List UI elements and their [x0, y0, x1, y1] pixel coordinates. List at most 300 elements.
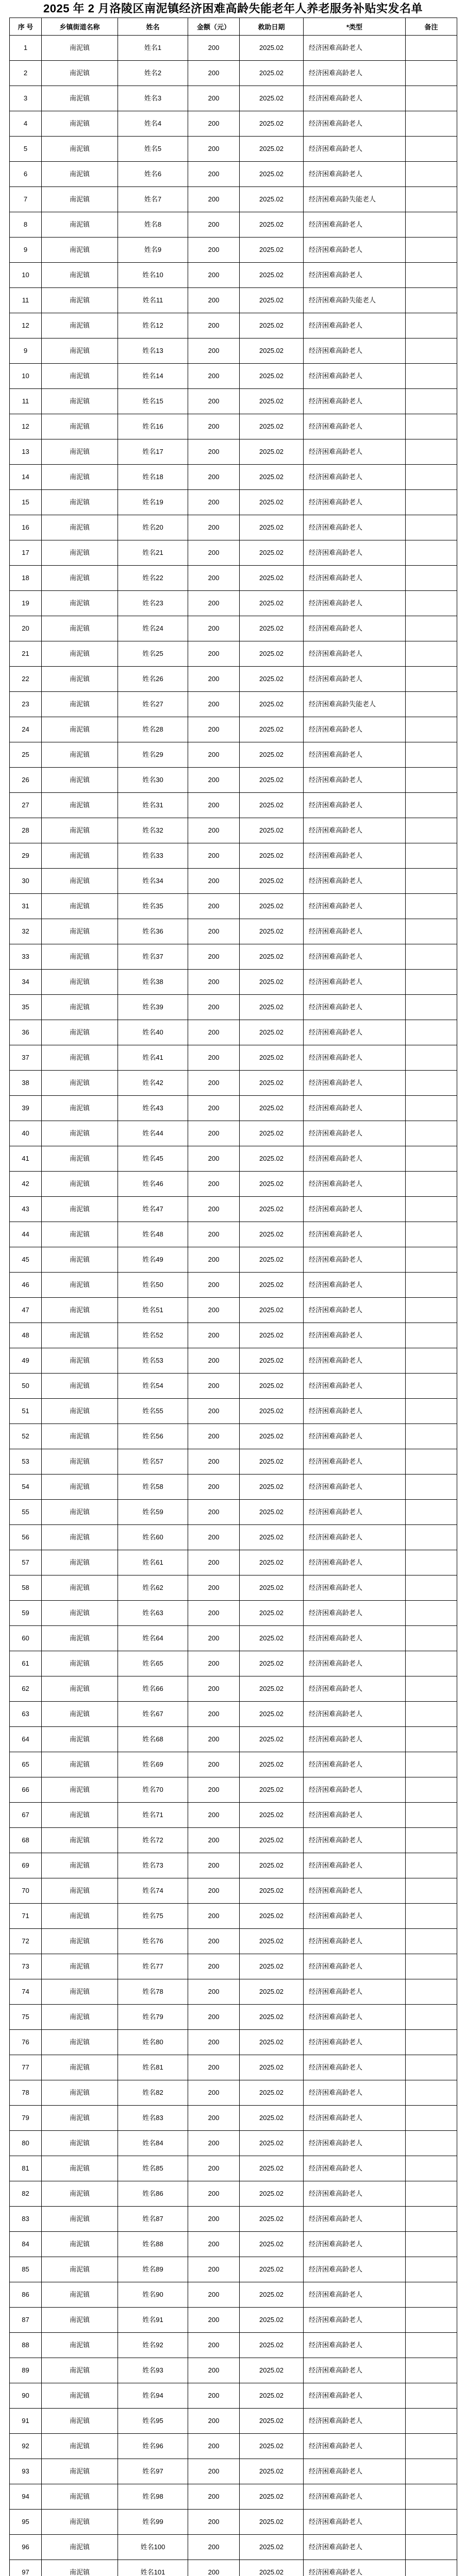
cell-seq: 24	[10, 717, 42, 742]
cell-type: 经济困难高龄老人	[304, 1702, 406, 1727]
cell-amount: 200	[188, 1247, 240, 1273]
cell-amount: 200	[188, 894, 240, 919]
cell-amount: 200	[188, 1803, 240, 1828]
cell-seq: 51	[10, 1399, 42, 1424]
cell-seq: 36	[10, 1020, 42, 1045]
cell-amount: 200	[188, 338, 240, 364]
table-row	[10, 1197, 457, 1222]
cell-note	[406, 793, 457, 818]
cell-type: 经济困难高龄老人	[304, 1550, 406, 1575]
cell-note	[406, 1475, 457, 1500]
cell-amount: 200	[188, 1853, 240, 1878]
table-header	[10, 18, 457, 36]
table-row	[10, 1500, 457, 1525]
cell-amount: 200	[188, 2257, 240, 2282]
cell-amount: 200	[188, 2308, 240, 2333]
table-row	[10, 2333, 457, 2358]
cell-note	[406, 692, 457, 717]
cell-note	[406, 490, 457, 515]
cell-town: 南泥镇	[42, 2207, 118, 2232]
cell-date: 2025.02	[240, 212, 304, 238]
table-row	[10, 2055, 457, 2080]
cell-date: 2025.02	[240, 2005, 304, 2030]
cell-amount: 200	[188, 641, 240, 667]
cell-note	[406, 2257, 457, 2282]
cell-amount: 200	[188, 1525, 240, 1550]
cell-date: 2025.02	[240, 2459, 304, 2484]
cell-note	[406, 1172, 457, 1197]
cell-note	[406, 86, 457, 111]
cell-type: 经济困难高龄老人	[304, 2308, 406, 2333]
cell-name: 姓名76	[118, 1929, 188, 1954]
cell-seq: 11	[10, 389, 42, 414]
cell-amount: 200	[188, 2156, 240, 2181]
cell-amount: 200	[188, 2510, 240, 2535]
cell-type: 经济困难高龄老人	[304, 616, 406, 641]
cell-seq: 55	[10, 1500, 42, 1525]
cell-note	[406, 1146, 457, 1172]
cell-note	[406, 1121, 457, 1146]
cell-note	[406, 111, 457, 137]
cell-type: 经济困难高龄老人	[304, 1247, 406, 1273]
cell-amount: 200	[188, 1399, 240, 1424]
cell-note	[406, 2383, 457, 2409]
cell-seq: 34	[10, 970, 42, 995]
cell-name: 姓名98	[118, 2484, 188, 2510]
table-row	[10, 2535, 457, 2560]
cell-type: 经济困难高龄老人	[304, 1475, 406, 1500]
cell-type: 经济困难高龄老人	[304, 313, 406, 338]
cell-date: 2025.02	[240, 238, 304, 263]
cell-note	[406, 1374, 457, 1399]
cell-type: 经济困难高龄老人	[304, 1979, 406, 2005]
cell-town: 南泥镇	[42, 2080, 118, 2106]
cell-seq: 32	[10, 919, 42, 944]
cell-town: 南泥镇	[42, 2106, 118, 2131]
cell-type: 经济困难高龄老人	[304, 793, 406, 818]
cell-seq: 12	[10, 313, 42, 338]
cell-note	[406, 389, 457, 414]
cell-name: 姓名72	[118, 1828, 188, 1853]
cell-amount: 200	[188, 2560, 240, 2576]
cell-type: 经济困难高龄老人	[304, 1096, 406, 1121]
cell-date: 2025.02	[240, 1045, 304, 1071]
cell-name: 姓名5	[118, 137, 188, 162]
cell-date: 2025.02	[240, 2434, 304, 2459]
cell-seq: 48	[10, 1323, 42, 1348]
cell-date: 2025.02	[240, 1676, 304, 1702]
cell-seq: 21	[10, 641, 42, 667]
cell-note	[406, 717, 457, 742]
cell-note	[406, 2005, 457, 2030]
cell-seq: 44	[10, 1222, 42, 1247]
cell-seq: 43	[10, 1197, 42, 1222]
cell-name: 姓名88	[118, 2232, 188, 2257]
cell-amount: 200	[188, 2409, 240, 2434]
cell-amount: 200	[188, 667, 240, 692]
cell-note	[406, 894, 457, 919]
cell-amount: 200	[188, 995, 240, 1020]
cell-seq: 8	[10, 212, 42, 238]
cell-note	[406, 2535, 457, 2560]
table-row	[10, 2282, 457, 2308]
cell-name: 姓名11	[118, 288, 188, 313]
cell-note	[406, 515, 457, 540]
cell-seq: 6	[10, 162, 42, 187]
cell-amount: 200	[188, 2232, 240, 2257]
cell-town: 南泥镇	[42, 1525, 118, 1550]
cell-note	[406, 2409, 457, 2434]
cell-date: 2025.02	[240, 2358, 304, 2383]
cell-note	[406, 944, 457, 970]
cell-note	[406, 2560, 457, 2576]
cell-town: 南泥镇	[42, 818, 118, 843]
cell-name: 姓名21	[118, 540, 188, 566]
cell-date: 2025.02	[240, 1853, 304, 1878]
cell-name: 姓名89	[118, 2257, 188, 2282]
cell-type: 经济困难高龄老人	[304, 944, 406, 970]
cell-note	[406, 1449, 457, 1475]
cell-date: 2025.02	[240, 61, 304, 86]
table-row	[10, 970, 457, 995]
cell-name: 姓名92	[118, 2333, 188, 2358]
cell-type: 经济困难高龄失能老人	[304, 288, 406, 313]
table-row	[10, 843, 457, 869]
cell-type: 经济困难高龄老人	[304, 717, 406, 742]
cell-seq: 45	[10, 1247, 42, 1273]
cell-note	[406, 995, 457, 1020]
cell-type: 经济困难高龄老人	[304, 162, 406, 187]
cell-note	[406, 1575, 457, 1601]
cell-date: 2025.02	[240, 1121, 304, 1146]
cell-note	[406, 1954, 457, 1979]
cell-date: 2025.02	[240, 1424, 304, 1449]
cell-name: 姓名84	[118, 2131, 188, 2156]
cell-town: 南泥镇	[42, 212, 118, 238]
cell-name: 姓名10	[118, 263, 188, 288]
cell-amount: 200	[188, 439, 240, 465]
cell-seq: 38	[10, 1071, 42, 1096]
cell-amount: 200	[188, 717, 240, 742]
cell-type: 经济困难高龄老人	[304, 1878, 406, 1904]
cell-amount: 200	[188, 2005, 240, 2030]
cell-seq: 62	[10, 1676, 42, 1702]
cell-note	[406, 591, 457, 616]
cell-name: 姓名70	[118, 1777, 188, 1803]
cell-seq: 22	[10, 667, 42, 692]
cell-seq: 58	[10, 1575, 42, 1601]
cell-town: 南泥镇	[42, 1146, 118, 1172]
table-row	[10, 1651, 457, 1676]
cell-name: 姓名59	[118, 1500, 188, 1525]
cell-name: 姓名82	[118, 2080, 188, 2106]
cell-town: 南泥镇	[42, 86, 118, 111]
cell-type: 经济困难高龄老人	[304, 1904, 406, 1929]
cell-type: 经济困难高龄老人	[304, 1273, 406, 1298]
cell-name: 姓名45	[118, 1146, 188, 1172]
cell-type: 经济困难高龄老人	[304, 641, 406, 667]
cell-seq: 60	[10, 1626, 42, 1651]
table-row	[10, 137, 457, 162]
cell-note	[406, 2459, 457, 2484]
cell-date: 2025.02	[240, 1752, 304, 1777]
cell-type: 经济困难高龄老人	[304, 1323, 406, 1348]
cell-date: 2025.02	[240, 1399, 304, 1424]
cell-note	[406, 1197, 457, 1222]
cell-name: 姓名16	[118, 414, 188, 439]
cell-note	[406, 1904, 457, 1929]
cell-note	[406, 970, 457, 995]
table-row	[10, 995, 457, 1020]
cell-date: 2025.02	[240, 1702, 304, 1727]
cell-town: 南泥镇	[42, 667, 118, 692]
cell-date: 2025.02	[240, 1197, 304, 1222]
cell-date: 2025.02	[240, 1475, 304, 1500]
cell-seq: 17	[10, 540, 42, 566]
cell-town: 南泥镇	[42, 1374, 118, 1399]
cell-amount: 200	[188, 1500, 240, 1525]
cell-name: 姓名97	[118, 2459, 188, 2484]
subsidy-roster-table	[9, 18, 457, 2576]
cell-town: 南泥镇	[42, 1449, 118, 1475]
cell-type: 经济困难高龄老人	[304, 1298, 406, 1323]
cell-name: 姓名32	[118, 818, 188, 843]
cell-type: 经济困难高龄老人	[304, 364, 406, 389]
cell-amount: 200	[188, 2333, 240, 2358]
cell-name: 姓名22	[118, 566, 188, 591]
cell-name: 姓名69	[118, 1752, 188, 1777]
cell-town: 南泥镇	[42, 2181, 118, 2207]
cell-date: 2025.02	[240, 2333, 304, 2358]
table-row	[10, 2257, 457, 2282]
cell-date: 2025.02	[240, 313, 304, 338]
table-row	[10, 1071, 457, 1096]
cell-seq: 20	[10, 616, 42, 641]
cell-date: 2025.02	[240, 1247, 304, 1273]
cell-amount: 200	[188, 389, 240, 414]
cell-name: 姓名91	[118, 2308, 188, 2333]
cell-name: 姓名66	[118, 1676, 188, 1702]
cell-amount: 200	[188, 1777, 240, 1803]
cell-date: 2025.02	[240, 86, 304, 111]
cell-name: 姓名40	[118, 1020, 188, 1045]
cell-date: 2025.02	[240, 1323, 304, 1348]
cell-name: 姓名56	[118, 1424, 188, 1449]
cell-amount: 200	[188, 1601, 240, 1626]
cell-name: 姓名23	[118, 591, 188, 616]
cell-amount: 200	[188, 970, 240, 995]
cell-amount: 200	[188, 742, 240, 768]
cell-name: 姓名52	[118, 1323, 188, 1348]
cell-date: 2025.02	[240, 187, 304, 212]
cell-note	[406, 1651, 457, 1676]
cell-note	[406, 1853, 457, 1878]
cell-type: 经济困难高龄老人	[304, 1348, 406, 1374]
cell-note	[406, 1222, 457, 1247]
cell-name: 姓名33	[118, 843, 188, 869]
cell-amount: 200	[188, 263, 240, 288]
cell-amount: 200	[188, 1954, 240, 1979]
cell-town: 南泥镇	[42, 869, 118, 894]
cell-type: 经济困难高龄老人	[304, 238, 406, 263]
cell-seq: 13	[10, 439, 42, 465]
table-row	[10, 692, 457, 717]
cell-date: 2025.02	[240, 338, 304, 364]
cell-type: 经济困难高龄老人	[304, 1500, 406, 1525]
cell-name: 姓名75	[118, 1904, 188, 1929]
roster-page	[9, 0, 457, 2576]
table-row	[10, 364, 457, 389]
cell-amount: 200	[188, 1449, 240, 1475]
cell-type: 经济困难高龄老人	[304, 465, 406, 490]
cell-name: 姓名65	[118, 1651, 188, 1676]
cell-town: 南泥镇	[42, 162, 118, 187]
table-row	[10, 1424, 457, 1449]
cell-amount: 200	[188, 2484, 240, 2510]
cell-name: 姓名12	[118, 313, 188, 338]
cell-town: 南泥镇	[42, 1273, 118, 1298]
table-row	[10, 1702, 457, 1727]
cell-town: 南泥镇	[42, 2409, 118, 2434]
cell-name: 姓名31	[118, 793, 188, 818]
cell-amount: 200	[188, 1626, 240, 1651]
cell-amount: 200	[188, 1702, 240, 1727]
cell-amount: 200	[188, 944, 240, 970]
cell-amount: 200	[188, 2080, 240, 2106]
cell-date: 2025.02	[240, 111, 304, 137]
cell-amount: 200	[188, 1020, 240, 1045]
cell-date: 2025.02	[240, 2383, 304, 2409]
cell-name: 姓名46	[118, 1172, 188, 1197]
cell-date: 2025.02	[240, 288, 304, 313]
cell-town: 南泥镇	[42, 238, 118, 263]
cell-date: 2025.02	[240, 919, 304, 944]
cell-town: 南泥镇	[42, 1828, 118, 1853]
cell-note	[406, 2232, 457, 2257]
cell-town: 南泥镇	[42, 641, 118, 667]
cell-amount: 200	[188, 768, 240, 793]
cell-name: 姓名73	[118, 1853, 188, 1878]
cell-type: 经济困难高龄老人	[304, 1626, 406, 1651]
cell-name: 姓名48	[118, 1222, 188, 1247]
cell-amount: 200	[188, 36, 240, 61]
cell-note	[406, 2131, 457, 2156]
cell-name: 姓名35	[118, 894, 188, 919]
cell-name: 姓名87	[118, 2207, 188, 2232]
cell-name: 姓名9	[118, 238, 188, 263]
page-title: 2025 年 2 月洛陵区南泥镇经济困难高龄失能老年人养老服务补贴实发名单	[43, 2, 423, 15]
cell-town: 南泥镇	[42, 566, 118, 591]
cell-date: 2025.02	[240, 1601, 304, 1626]
cell-date: 2025.02	[240, 768, 304, 793]
table-row	[10, 540, 457, 566]
cell-amount: 200	[188, 1096, 240, 1121]
cell-amount: 200	[188, 86, 240, 111]
cell-note	[406, 465, 457, 490]
cell-type: 经济困难高龄老人	[304, 843, 406, 869]
cell-name: 姓名93	[118, 2358, 188, 2383]
cell-town: 南泥镇	[42, 717, 118, 742]
cell-type: 经济困难高龄老人	[304, 36, 406, 61]
cell-type: 经济困难高龄老人	[304, 869, 406, 894]
table-row	[10, 1676, 457, 1702]
table-row	[10, 1172, 457, 1197]
cell-type: 经济困难高龄老人	[304, 2156, 406, 2181]
table-row	[10, 313, 457, 338]
cell-town: 南泥镇	[42, 1399, 118, 1424]
cell-seq: 77	[10, 2055, 42, 2080]
table-row	[10, 2510, 457, 2535]
cell-type: 经济困难高龄老人	[304, 338, 406, 364]
cell-amount: 200	[188, 2131, 240, 2156]
table-row	[10, 238, 457, 263]
cell-town: 南泥镇	[42, 439, 118, 465]
cell-date: 2025.02	[240, 1500, 304, 1525]
cell-date: 2025.02	[240, 1803, 304, 1828]
cell-seq: 7	[10, 187, 42, 212]
cell-name: 姓名50	[118, 1273, 188, 1298]
cell-date: 2025.02	[240, 566, 304, 591]
cell-seq: 54	[10, 1475, 42, 1500]
cell-town: 南泥镇	[42, 616, 118, 641]
cell-name: 姓名51	[118, 1298, 188, 1323]
table-row	[10, 742, 457, 768]
cell-town: 南泥镇	[42, 2131, 118, 2156]
cell-amount: 200	[188, 1475, 240, 1500]
cell-town: 南泥镇	[42, 2383, 118, 2409]
cell-town: 南泥镇	[42, 1197, 118, 1222]
table-row	[10, 2459, 457, 2484]
cell-town: 南泥镇	[42, 36, 118, 61]
cell-seq: 19	[10, 591, 42, 616]
cell-name: 姓名39	[118, 995, 188, 1020]
table-row	[10, 667, 457, 692]
table-row	[10, 1374, 457, 1399]
cell-type: 经济困难高龄老人	[304, 2333, 406, 2358]
cell-type: 经济困难高龄老人	[304, 2560, 406, 2576]
table-row	[10, 2005, 457, 2030]
cell-name: 姓名4	[118, 111, 188, 137]
cell-name: 姓名80	[118, 2030, 188, 2055]
cell-date: 2025.02	[240, 1348, 304, 1374]
table-row	[10, 1550, 457, 1575]
header-seq: 序 号	[10, 18, 42, 36]
cell-seq: 49	[10, 1348, 42, 1374]
cell-amount: 200	[188, 616, 240, 641]
cell-town: 南泥镇	[42, 111, 118, 137]
cell-amount: 200	[188, 1676, 240, 1702]
cell-note	[406, 137, 457, 162]
cell-town: 南泥镇	[42, 490, 118, 515]
cell-seq: 76	[10, 2030, 42, 2055]
cell-town: 南泥镇	[42, 894, 118, 919]
cell-seq: 97	[10, 2560, 42, 2576]
cell-amount: 200	[188, 2282, 240, 2308]
cell-date: 2025.02	[240, 692, 304, 717]
table-row	[10, 2383, 457, 2409]
cell-name: 姓名3	[118, 86, 188, 111]
cell-town: 南泥镇	[42, 919, 118, 944]
cell-name: 姓名95	[118, 2409, 188, 2434]
cell-name: 姓名20	[118, 515, 188, 540]
cell-type: 经济困难高龄老人	[304, 2080, 406, 2106]
cell-seq: 9	[10, 238, 42, 263]
cell-town: 南泥镇	[42, 1424, 118, 1449]
cell-date: 2025.02	[240, 414, 304, 439]
cell-seq: 82	[10, 2181, 42, 2207]
table-row	[10, 1020, 457, 1045]
table-row	[10, 944, 457, 970]
